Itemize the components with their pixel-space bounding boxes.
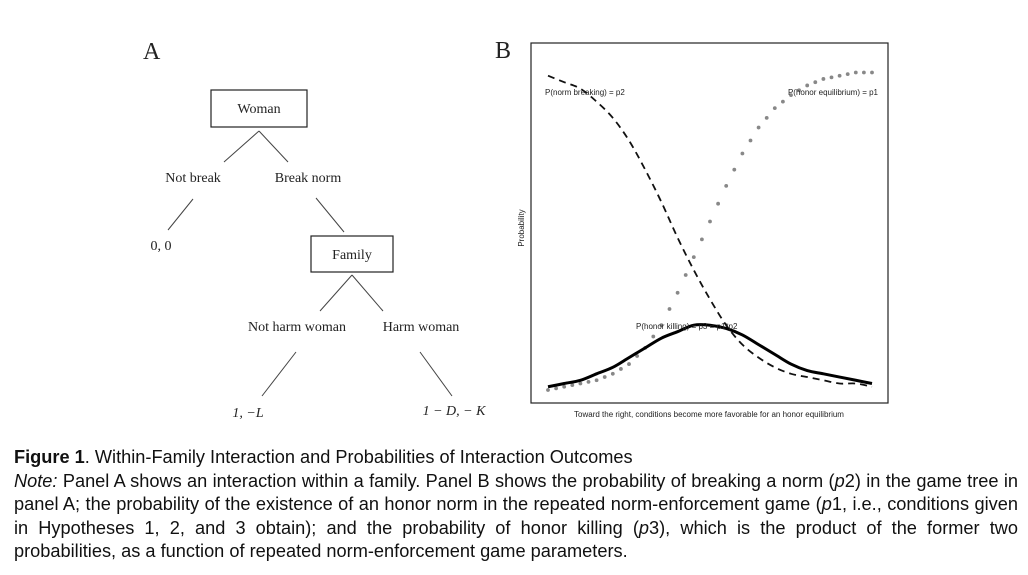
series-2-point <box>546 388 550 392</box>
note-text-4: 3), which is the product of the former two probabilities, as a function of repeated norm-enforcement game parameters. <box>14 517 1018 562</box>
y-axis-label: Probability <box>517 209 526 247</box>
note-var-p3: p <box>638 517 649 538</box>
series-2-point <box>595 378 599 382</box>
payoff-line-harm <box>420 352 452 396</box>
series-2-point <box>692 255 696 259</box>
branch-line-harm <box>352 275 383 311</box>
panel-a-label: A <box>143 39 161 65</box>
panel-b-label: B <box>495 38 512 64</box>
note-text-3: 1, i.e., conditions given in Hypotheses 1, 2, and 3 obtain); and the probability of honor killing ( <box>14 494 1019 538</box>
series-2-point <box>732 168 736 172</box>
series-2-point <box>822 77 826 81</box>
series-2-point <box>854 71 858 75</box>
curve-label-p3: P(honor killing) = p3 = p1*p2 <box>636 322 738 331</box>
series-2-point <box>724 184 728 188</box>
payoff-not-harm: 1, −L <box>232 406 264 421</box>
series-2-point <box>716 202 720 206</box>
series-2-point <box>749 139 753 143</box>
note-var-p2: p <box>834 470 845 491</box>
series-2-point <box>765 116 769 120</box>
series-2-point <box>773 106 777 110</box>
branch-line-not-harm <box>320 275 352 311</box>
branch-label-harm: Harm woman <box>382 320 460 335</box>
branch-label-not-harm: Not harm woman <box>248 320 346 335</box>
series-2-point <box>757 126 761 130</box>
woman-node-label: Woman <box>237 102 281 117</box>
series-2-point <box>587 380 591 384</box>
series-2-point <box>676 291 680 295</box>
series-2-point <box>741 152 745 156</box>
branch-line-not-break <box>224 131 259 162</box>
branch-line-break-norm <box>259 131 288 162</box>
panel-a-game-tree <box>143 39 486 421</box>
series-1-line-p-norm-breaking-p2 <box>548 76 872 387</box>
series-2-point <box>830 75 834 79</box>
series-2-point <box>870 71 874 75</box>
figure-label: Figure 1 <box>14 447 85 467</box>
note-var-p1: p <box>821 494 832 515</box>
family-node-label: Family <box>332 248 372 263</box>
series-2-point <box>603 375 607 379</box>
branch-label-break-norm: Break norm <box>274 171 342 186</box>
series-2-point <box>862 71 866 75</box>
series-layer <box>546 71 874 392</box>
series-2-point <box>781 100 785 104</box>
payoff-line-not-break <box>168 199 193 230</box>
figure-title: . Within-Family Interaction and Probabilities of Interaction Outcomes <box>84 447 633 467</box>
series-2-point <box>838 74 842 78</box>
branch-line-to-family <box>316 198 344 232</box>
figure-caption <box>14 446 1018 564</box>
series-2-point <box>668 307 672 311</box>
curve-label-p2: P(norm breaking) = p2 <box>545 88 625 97</box>
caption-note <box>14 470 1018 564</box>
series-2-point <box>846 72 850 76</box>
series-2-point <box>684 273 688 277</box>
series-3-line-p-honor-killing-p3-p <box>548 325 872 387</box>
series-2-point <box>813 80 817 84</box>
caption-title-line <box>14 446 1018 470</box>
payoff-harm: 1 − D, − K <box>422 404 486 419</box>
branch-label-not-break: Not break <box>165 171 221 186</box>
series-2-point <box>651 335 655 339</box>
series-2-point <box>708 220 712 224</box>
x-axis-label: Toward the right, conditions become more favorable for an honor equilibrium <box>574 410 844 419</box>
series-2-point <box>562 385 566 389</box>
payoff-not-break: 0, 0 <box>150 239 172 254</box>
series-2-point <box>627 362 631 366</box>
series-2-point <box>805 84 809 88</box>
series-2-point <box>554 386 558 390</box>
curve-label-p1: P(honor equilibrium) = p1 <box>787 88 878 97</box>
payoff-line-not-harm <box>262 352 296 396</box>
series-2-point <box>611 372 615 376</box>
note-text-1: Panel A shows an interaction within a family. Panel B shows the probability of breaking a norm ( <box>57 470 835 491</box>
panel-b-chart <box>495 38 888 419</box>
note-label: Note: <box>14 470 58 491</box>
series-2-point <box>619 367 623 371</box>
note-text-2: 2) in the game tree in panel A; the probability of the existence of an honor norm in the repeated norm-enforcement game ( <box>14 470 1018 515</box>
series-2-point <box>700 237 704 241</box>
